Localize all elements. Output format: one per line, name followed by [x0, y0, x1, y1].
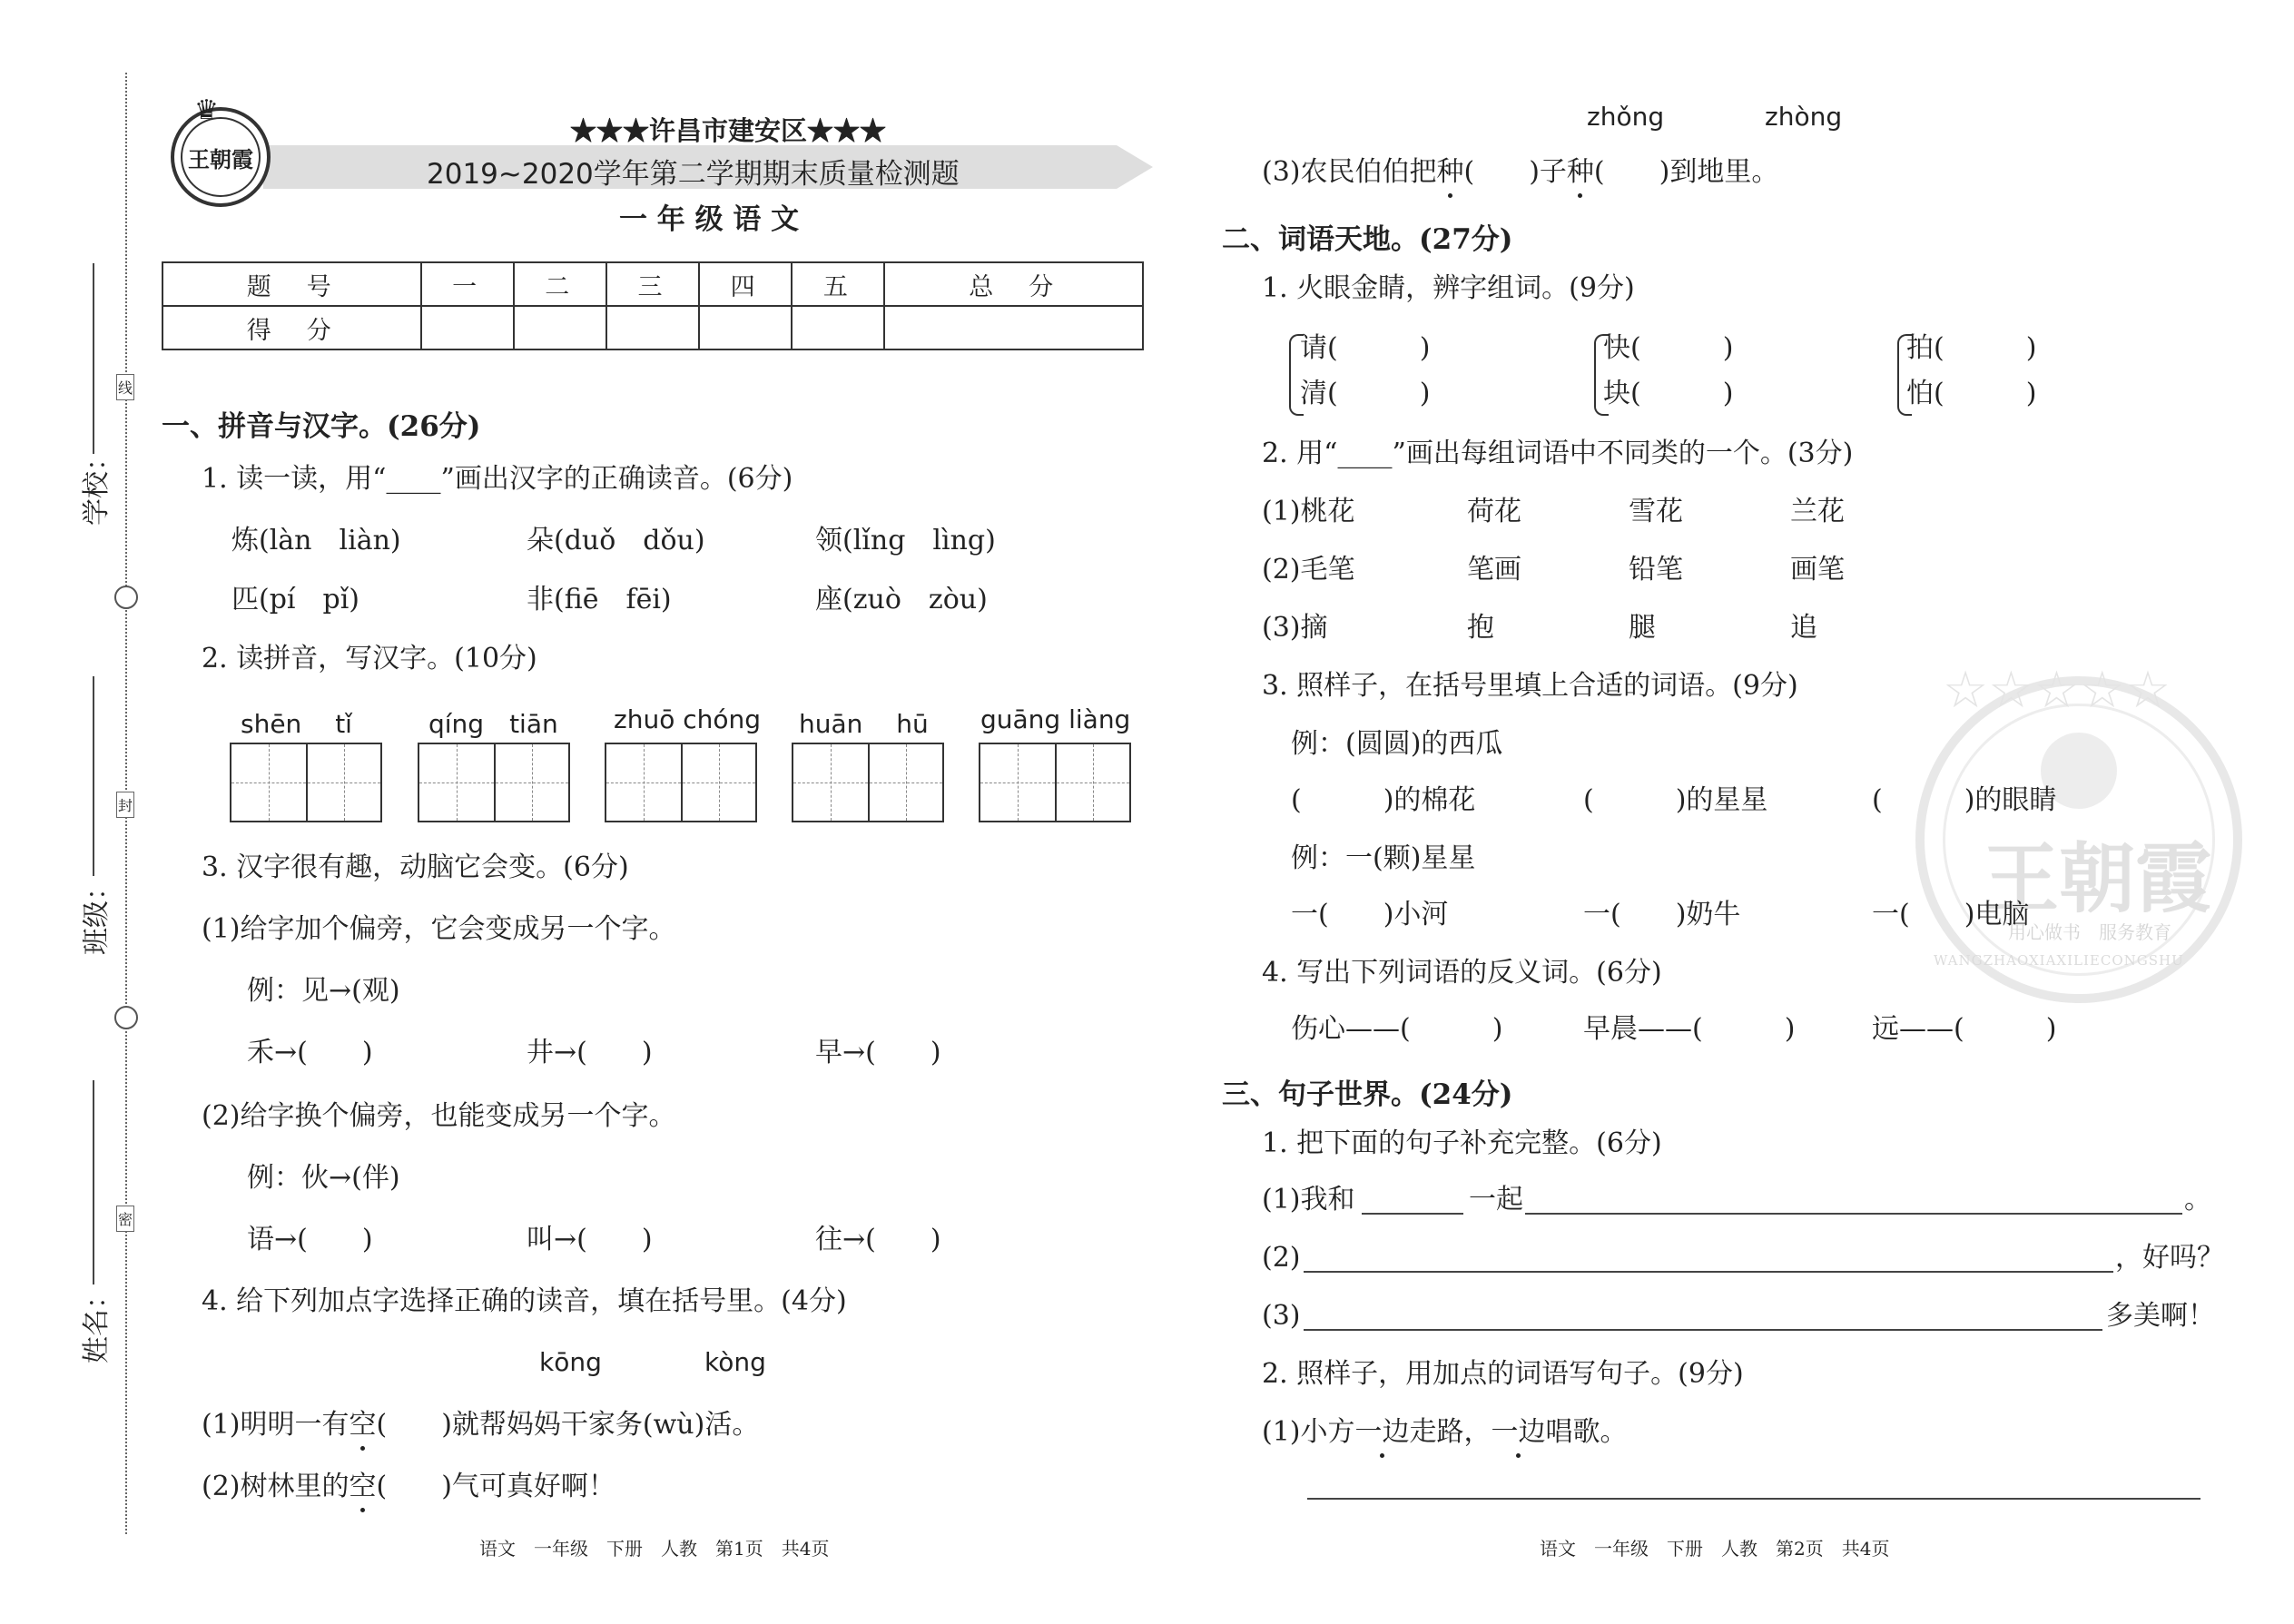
score-table	[162, 261, 1144, 350]
q3-item[interactable]: 井→( )	[527, 1037, 653, 1068]
q1-item[interactable]: 领(lǐng lìng)	[815, 525, 996, 556]
score-cell: 题 号	[162, 262, 421, 306]
sentence-text: 走路，	[1409, 1416, 1492, 1448]
part1-q2-title: 2. 读拼音，写汉字。(10分)	[202, 643, 537, 674]
name-label: 姓名：	[81, 1282, 113, 1363]
word-option[interactable]: (3)摘	[1262, 612, 1328, 644]
seal-mark-close: 密	[116, 1206, 134, 1232]
exam-region: ★★★许昌市建安区★★★	[570, 115, 887, 146]
word-pair-item[interactable]: 怕( )	[1906, 378, 2037, 409]
binding-circle-icon	[114, 586, 138, 609]
class-blank	[93, 676, 94, 876]
sentence-text: ( )到地里。	[1593, 156, 1779, 188]
pinyin-label: zhǒng	[1587, 102, 1665, 132]
page-footer-right: 语文 一年级 下册 人教 第2页 共4页	[1540, 1538, 1890, 1560]
pinyin-label: kòng	[704, 1347, 766, 1377]
class-label: 班级：	[81, 873, 113, 955]
word-option[interactable]: 兰花	[1790, 496, 1845, 527]
s1-blank-b[interactable]	[1525, 1213, 2182, 1215]
q-example: 例：一(颗)星星	[1291, 842, 1476, 874]
word-option[interactable]: 画笔	[1790, 554, 1845, 586]
fill-item[interactable]: ( )的星星	[1583, 784, 1768, 816]
word-option[interactable]: 腿	[1629, 612, 1656, 644]
s3-suffix: 多美啊！	[2106, 1300, 2215, 1332]
watermark-seal	[1915, 676, 2242, 1003]
q1-item[interactable]: 炼(làn liàn)	[231, 525, 401, 556]
q3-sub2: (2)给字换个偏旁，也能变成另一个字。	[202, 1100, 676, 1132]
writing-grid[interactable]	[418, 743, 570, 822]
word-option[interactable]: (1)桃花	[1262, 496, 1355, 527]
part3-q1-title: 1. 把下面的句子补充完整。(6分)	[1262, 1127, 1662, 1159]
sentence-text: ( )子	[1463, 156, 1567, 188]
q3-item[interactable]: 早→( )	[815, 1037, 941, 1068]
word-option[interactable]: 荷花	[1467, 496, 1521, 527]
part2-q3-title: 3. 照样子，在括号里填上合适的词语。(9分)	[1262, 670, 1798, 702]
pinyin-label: zhòng	[1765, 102, 1843, 132]
score-input-cell[interactable]	[884, 306, 1143, 349]
exam-title: 2019~2020学年第二学期期末质量检测题	[427, 158, 960, 191]
seal-mark-seal: 封	[116, 792, 134, 818]
antonym-item[interactable]: 早晨——( )	[1583, 1013, 1796, 1045]
q-example: 例：(圆圆)的西瓜	[1291, 728, 1503, 760]
dotted-char: 种	[1566, 156, 1594, 188]
word-pair-item[interactable]: 快( )	[1603, 332, 1734, 364]
writing-grid[interactable]	[979, 743, 1131, 822]
dotted-char: 空	[349, 1471, 377, 1502]
s3-blank[interactable]	[1304, 1329, 2102, 1331]
score-cell: 三	[606, 262, 699, 306]
score-cell: 得 分	[162, 306, 421, 349]
fill-item[interactable]: 一( )电脑	[1872, 899, 2030, 930]
watermark-slogan: 用心做书 服务教育	[2008, 921, 2171, 943]
page-footer-left: 语文 一年级 下册 人教 第1页 共4页	[479, 1538, 830, 1560]
part1-q3-title: 3. 汉字很有趣，动脑它会变。(6分)	[202, 851, 629, 883]
watermark-star-icon: ☆☆☆☆☆	[1943, 661, 2171, 720]
s1-suffix: 。	[2184, 1184, 2211, 1216]
antonym-item[interactable]: 伤心——( )	[1291, 1013, 1503, 1045]
q3-item[interactable]: 叫→( )	[527, 1224, 653, 1255]
sentence-text: (1)小方	[1262, 1416, 1355, 1448]
word-option[interactable]: 笔画	[1467, 554, 1521, 586]
dotted-word: 一边	[1491, 1416, 1546, 1448]
s1-middle: 一起	[1469, 1184, 1523, 1216]
fill-item[interactable]: ( )的眼睛	[1872, 784, 2057, 816]
pinyin-label: huān hū	[799, 709, 929, 739]
sentence-text: (1)明明一有	[202, 1409, 350, 1441]
score-cell: 一	[421, 262, 514, 306]
s3-prefix: (3)	[1262, 1300, 1301, 1332]
logo-badge	[171, 107, 271, 207]
q2-example-sentence	[1262, 1416, 1628, 1449]
word-pair-item[interactable]: 清( )	[1300, 378, 1431, 409]
score-cell: 五	[792, 262, 884, 306]
q4-sentence-1[interactable]	[202, 1409, 759, 1442]
pinyin-label: shēn tǐ	[241, 709, 352, 739]
pinyin-label: qíng tiān	[428, 709, 558, 739]
word-option[interactable]: (2)毛笔	[1262, 554, 1355, 586]
score-table-score-row	[162, 306, 1143, 349]
exam-subject: 一 年 级 语 文	[619, 203, 800, 236]
q2-answer-line[interactable]	[1307, 1498, 2200, 1500]
sentence-text: 唱歌。	[1545, 1416, 1628, 1448]
school-label: 学校：	[81, 444, 113, 526]
part1-q4-title: 4. 给下列加点字选择正确的读音，填在括号里。(4分)	[202, 1285, 847, 1317]
watermark-ring-text: WANGZHAOXIAXILIECONGSHU	[1934, 952, 2184, 969]
s2-prefix: (2)	[1262, 1242, 1301, 1274]
q4-sentence-3[interactable]	[1262, 156, 1778, 189]
q3-example: 例：伙→(伴)	[247, 1162, 400, 1194]
q3-sub1: (1)给字加个偏旁，它会变成另一个字。	[202, 913, 676, 945]
school-blank	[93, 263, 94, 454]
part1-title: 一、拼音与汉字。(26分)	[162, 410, 481, 443]
binding-circle-icon	[114, 1006, 138, 1029]
pinyin-label: kōng	[539, 1347, 602, 1377]
score-input-cell[interactable]	[792, 306, 884, 349]
part2-q4-title: 4. 写出下列词语的反义词。(6分)	[1262, 957, 1662, 989]
logo-crown-icon: ♛	[194, 94, 219, 126]
q3-item[interactable]: 往→( )	[815, 1224, 941, 1255]
part2-q2-title: 2. 用“____”画出每组词语中不同类的一个。(3分)	[1262, 438, 1854, 469]
part3-title: 三、句子世界。(24分)	[1222, 1078, 1513, 1111]
part2-title: 二、词语天地。(27分)	[1222, 223, 1513, 256]
word-option[interactable]: 铅笔	[1629, 554, 1683, 586]
score-cell: 二	[514, 262, 606, 306]
s2-blank[interactable]	[1304, 1271, 2113, 1273]
q3-item[interactable]: 禾→( )	[247, 1037, 373, 1068]
q1-item[interactable]: 非(fiē fēi)	[527, 584, 672, 615]
s1-blank-a[interactable]	[1362, 1213, 1463, 1215]
q1-item[interactable]: 座(zuò zòu)	[815, 584, 988, 615]
writing-grid[interactable]	[605, 743, 757, 822]
part1-q1-title: 1. 读一读，用“____”画出汉字的正确读音。(6分)	[202, 463, 793, 495]
fill-item[interactable]: 一( )小河	[1291, 899, 1449, 930]
name-blank	[93, 1080, 94, 1284]
part2-q1-title: 1. 火眼金睛，辨字组词。(9分)	[1262, 272, 1635, 304]
score-table-header-row	[162, 262, 1143, 306]
antonym-item[interactable]: 远——( )	[1872, 1013, 2057, 1045]
word-pair-item[interactable]: 拍( )	[1906, 332, 2037, 364]
q3-example: 例：见→(观)	[247, 975, 400, 1007]
word-option[interactable]: 雪花	[1629, 496, 1683, 527]
writing-grid[interactable]	[792, 743, 944, 822]
score-cell: 总 分	[884, 262, 1143, 306]
part3-q2-title: 2. 照样子，用加点的词语写句子。(9分)	[1262, 1358, 1744, 1390]
score-input-cell[interactable]	[699, 306, 792, 349]
sentence-text: ( )就帮妈妈干家务(wù)活。	[376, 1409, 760, 1441]
seal-mark-line: 线	[116, 374, 134, 400]
watermark-name: 王朝霞	[1983, 833, 2212, 923]
score-cell: 四	[699, 262, 792, 306]
score-input-cell[interactable]	[514, 306, 606, 349]
word-pair-item[interactable]: 请( )	[1300, 332, 1431, 364]
sentence-text: ( )气可真好啊！	[376, 1471, 615, 1502]
score-input-cell[interactable]	[421, 306, 514, 349]
writing-grid[interactable]	[230, 743, 382, 822]
dotted-word: 一边	[1354, 1416, 1410, 1448]
s2-suffix: ，好吗？	[2115, 1242, 2224, 1274]
pinyin-label: zhuō chóng	[614, 704, 762, 734]
sentence-text: (2)树林里的	[202, 1471, 350, 1502]
word-pair-item[interactable]: 块( )	[1603, 378, 1734, 409]
logo-text: 王朝霞	[188, 145, 253, 172]
q4-sentence-2[interactable]	[202, 1471, 615, 1503]
score-input-cell[interactable]	[606, 306, 699, 349]
q1-item[interactable]: 朵(duǒ dǒu)	[527, 525, 705, 556]
fill-item[interactable]: ( )的棉花	[1291, 784, 1476, 816]
word-option[interactable]: 抱	[1467, 612, 1494, 644]
sentence-text: (3)农民伯伯把	[1262, 156, 1437, 188]
s1-prefix: (1)我和	[1262, 1184, 1355, 1216]
q3-item[interactable]: 语→( )	[247, 1224, 373, 1255]
q1-item[interactable]: 匹(pí pǐ)	[231, 584, 360, 615]
dotted-char: 种	[1436, 156, 1464, 188]
fill-item[interactable]: 一( )奶牛	[1583, 899, 1741, 930]
word-option[interactable]: 追	[1790, 612, 1817, 644]
pinyin-label: guāng liàng	[980, 704, 1131, 734]
dotted-char: 空	[349, 1409, 377, 1441]
